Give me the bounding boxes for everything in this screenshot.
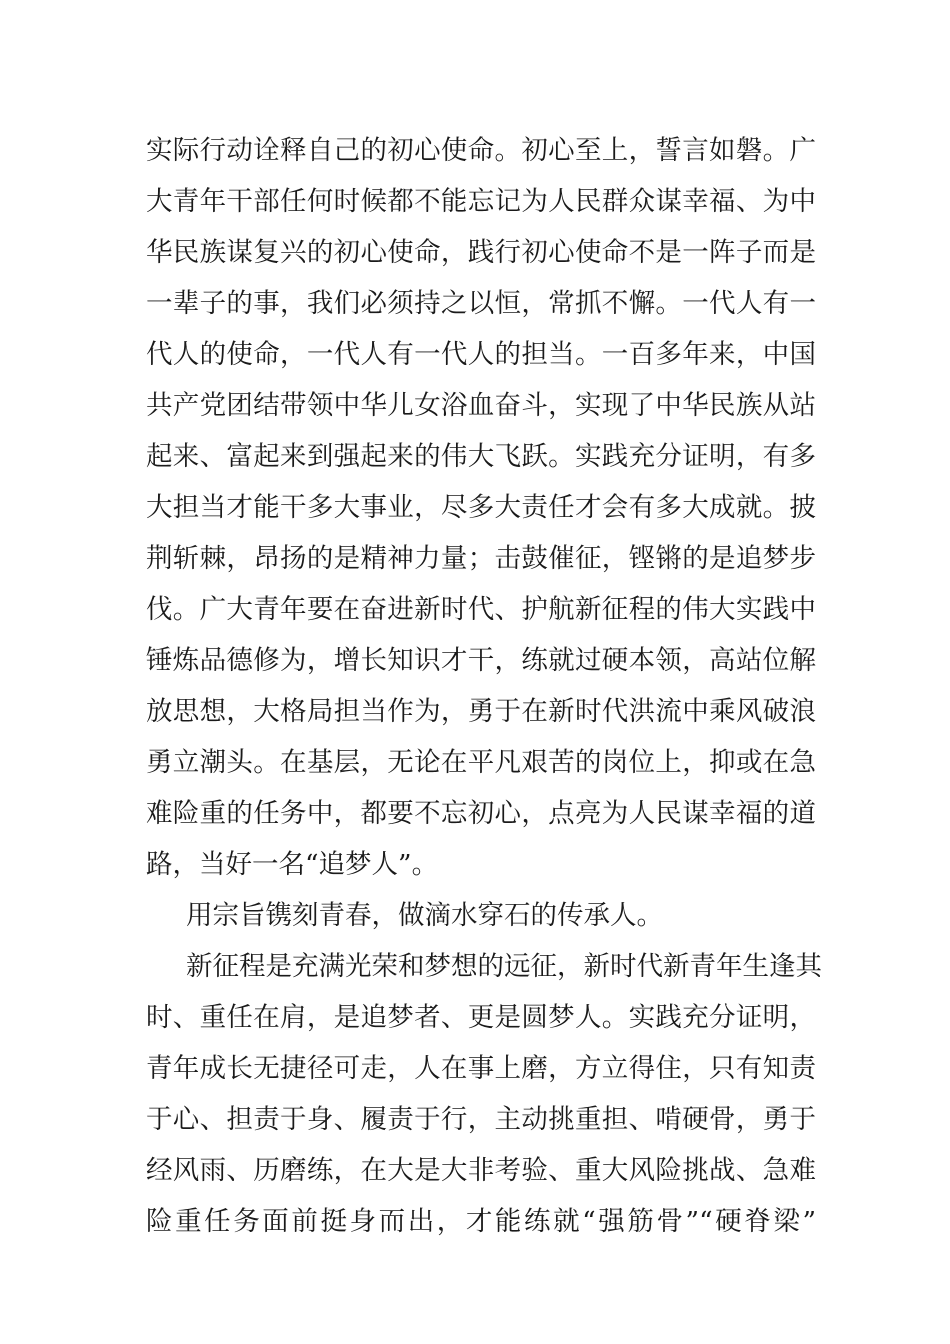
text-line: 锤炼品德修为，增长知识才干，练就过硬本领，高站位解 [146, 645, 816, 676]
text-line: 青年成长无捷径可走，人在事上磨，方立得住，只有知责 [146, 1053, 816, 1084]
text-line: 共产党团结带领中华儿女浴血奋斗，实现了中华民族从站 [146, 390, 816, 421]
text-line: 大担当才能干多大事业，尽多大责任才会有多大成就。披 [146, 492, 816, 523]
paragraph-end-line: 路，当好一名“追梦人”。 [146, 849, 439, 880]
text-line: 于心、担责于身、履责于行，主动挑重担、啃硬骨，勇于 [146, 1104, 816, 1135]
text-line: 荆斩棘，昂扬的是精神力量；击鼓催征，铿锵的是追梦步 [146, 543, 816, 574]
text-line: 大青年干部任何时候都不能忘记为人民群众谋幸福、为中 [146, 186, 816, 217]
text-line: 华民族谋复兴的初心使命，践行初心使命不是一阵子而是 [146, 237, 816, 268]
text-line: 放思想，大格局担当作为，勇于在新时代洪流中乘风破浪 [146, 696, 816, 727]
text-line: 实际行动诠释自己的初心使命。初心至上，誓言如磐。广 [146, 135, 816, 166]
text-line: 起来、富起来到强起来的伟大飞跃。实践充分证明，有多 [146, 441, 816, 472]
body-text [146, 125, 822, 1247]
text-line: 经风雨、历磨练，在大是大非考验、重大风险挑战、急难 [146, 1155, 816, 1186]
text-line: 难险重的任务中，都要不忘初心，点亮为人民谋幸福的道 [146, 798, 816, 829]
text-line: 勇立潮头。在基层，无论在平凡艰苦的岗位上，抑或在急 [146, 747, 816, 778]
text-line: 代人的使命，一代人有一代人的担当。一百多年来，中国 [146, 339, 816, 370]
section-heading: 用宗旨镌刻青春，做滴水穿石的传承人。 [186, 900, 663, 931]
text-line: 伐。广大青年要在奋进新时代、护航新征程的伟大实践中 [146, 594, 816, 625]
paragraph-first-line: 新征程是充满光荣和梦想的远征，新时代新青年生逢其 [186, 951, 822, 982]
text-line: 险重任务面前挺身而出，才能练就“强筋骨”“硬脊梁” [146, 1206, 816, 1237]
text-line: 一辈子的事，我们必须持之以恒，常抓不懈。一代人有一 [146, 288, 816, 319]
text-line: 时、重任在肩，是追梦者、更是圆梦人。实践充分证明， [146, 1002, 816, 1033]
